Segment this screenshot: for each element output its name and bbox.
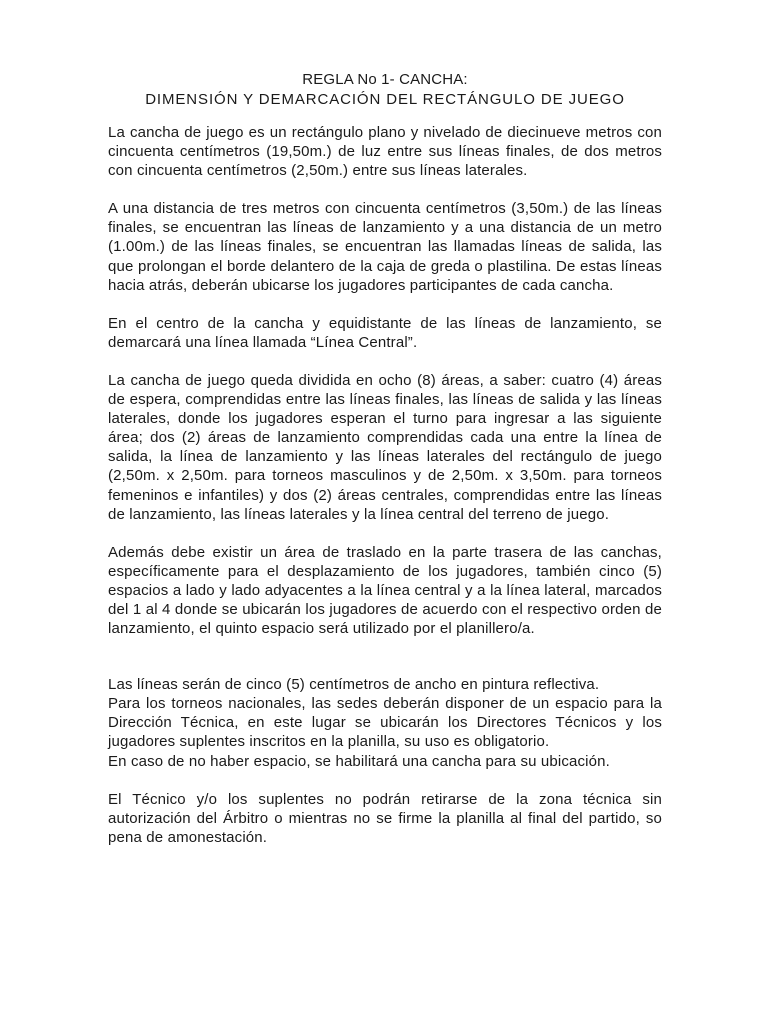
paragraph-8: En caso de no haber espacio, se habilitará una cancha para su ubicación. <box>108 752 610 770</box>
paragraph-6: Las líneas serán de cinco (5) centímetros de ancho en pintura reflectiva. <box>108 676 600 694</box>
paragraph-7: Para los torneos nacionales, las sedes deberán disponer de un espacio para la Dirección Técnica, en este lugar se ubicarán los Directores Técnicos y los jugadores suplentes inscritos en la planilla, su uso es obligatorio. <box>108 695 662 751</box>
paragraph-5: Además debe existir un área de traslado en la parte trasera de las canchas, específicamente para el desplazamiento de los jugadores, también cinco (5) espacios a lado y lado adyacentes a la línea central y a la línea lateral, marcados del 1 al 4 donde se ubicarán los jugadores de acuerdo con el respectivo orden de lanzamiento, el quinto espacio será utilizado por el planillero/a. <box>108 543 662 638</box>
paragraph-1: La cancha de juego es un rectángulo plano y nivelado de diecinueve metros con cincuenta centímetros (19,50m.) de luz entre sus líneas finales, de dos metros con cincuenta centímetros (2,50m.) entre sus líneas laterales. <box>108 124 662 180</box>
title-line-1: REGLA No 1- CANCHA: <box>302 71 468 88</box>
paragraph-4: La cancha de juego queda dividida en ocho (8) áreas, a saber: cuatro (4) áreas de espera, comprendidas entre las líneas finales, las líneas de salida y las líneas laterales, donde los jugadores esperan el turno para ingresar a las siguiente área; dos (2) áreas de lanzamiento comprendidas cada una entre la línea de salida, la línea de lanzamiento y las líneas laterales del rectángulo de juego (2,50m. x 2,50m. para torneos masculinos y de 2,50m. x 3,50m. para torneos femeninos e infantiles) y dos (2) áreas centrales, comprendidas entre las líneas de lanzamiento, las líneas laterales y la línea central del terreno de juego. <box>108 371 662 523</box>
paragraph-9: El Técnico y/o los suplentes no podrán retirarse de la zona técnica sin autorización del Árbitro o mientras no se firme la planilla al final del partido, so pena de amonestación. <box>108 790 662 846</box>
document-title <box>108 70 662 109</box>
paragraph-2: A una distancia de tres metros con cincuenta centímetros (3,50m.) de las líneas finales, se encuentran las líneas de lanzamiento y a una distancia de un metro (1.00m.) de las líneas finales, se encuentran las llamadas líneas de salida, las que prolongan el borde delantero de la caja de greda o plastilina. De estas líneas hacia atrás, deberán ubicarse los jugadores participantes de cada cancha. <box>108 200 662 294</box>
title-line-2: DIMENSIÓN Y DEMARCACIÓN DEL RECTÁNGULO DE JUEGO <box>145 90 625 108</box>
paragraph-3: En el centro de la cancha y equidistante de las líneas de lanzamiento, se demarcará una línea llamada “Línea Central”. <box>108 314 662 351</box>
document-page <box>108 70 662 847</box>
